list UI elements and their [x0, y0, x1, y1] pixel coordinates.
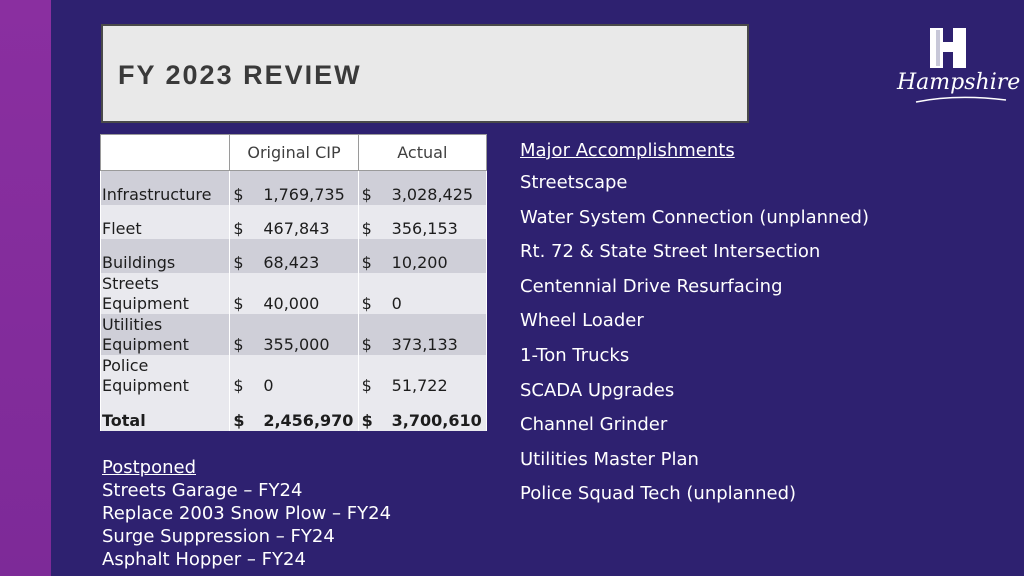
- row-label: Utilities Equipment: [101, 314, 230, 355]
- list-item: Centennial Drive Resurfacing: [520, 275, 783, 297]
- list-item: Utilities Master Plan: [520, 448, 699, 470]
- row-label: Streets Equipment: [101, 273, 230, 314]
- cip-table: [100, 134, 487, 431]
- original-cip-cell: $ 355,000: [230, 314, 358, 355]
- header-actual: Actual: [358, 135, 486, 171]
- header-original-cip: Original CIP: [230, 135, 358, 171]
- table-header-row: [101, 135, 487, 171]
- actual-cell: $ 356,153: [358, 205, 486, 239]
- logo-wordmark: Hampshire: [897, 70, 1021, 95]
- slide-title: FY 2023 REVIEW: [118, 60, 362, 90]
- total-actual: $ 3,700,610: [358, 396, 486, 431]
- table-row: [101, 355, 487, 396]
- list-item: 1-Ton Trucks: [520, 344, 630, 366]
- accomplishments-list: [520, 139, 869, 517]
- actual-cell: $ 373,133: [358, 314, 486, 355]
- list-item: Asphalt Hopper – FY24: [102, 549, 306, 570]
- total-original-cip: $ 2,456,970: [230, 396, 358, 431]
- postponed-list: [102, 456, 391, 571]
- original-cip-cell: $ 0: [230, 355, 358, 396]
- list-item: SCADA Upgrades: [520, 379, 675, 401]
- table-row: [101, 273, 487, 314]
- postponed-heading: Postponed: [102, 457, 197, 478]
- hampshire-logo-icon: [896, 24, 1021, 110]
- list-item: Police Squad Tech (unplanned): [520, 483, 797, 505]
- accomplishments-heading: Major Accomplishments: [520, 140, 735, 161]
- row-label: Fleet: [101, 205, 230, 239]
- title-box: [101, 24, 749, 123]
- table-row: [101, 171, 487, 206]
- original-cip-cell: $ 1,769,735: [230, 171, 358, 206]
- list-item: Streets Garage – FY24: [102, 480, 303, 501]
- actual-cell: $ 10,200: [358, 239, 486, 273]
- row-label: Buildings: [101, 239, 230, 273]
- actual-cell: $ 51,722: [358, 355, 486, 396]
- list-item: Replace 2003 Snow Plow – FY24: [102, 503, 392, 524]
- actual-cell: $ 0: [358, 273, 486, 314]
- header-blank: [101, 135, 230, 171]
- table-row: [101, 314, 487, 355]
- table-row: [101, 239, 487, 273]
- total-label: Total: [101, 396, 230, 431]
- list-item: Wheel Loader: [520, 310, 644, 332]
- actual-cell: $ 3,028,425: [358, 171, 486, 206]
- list-item: Streetscape: [520, 172, 628, 193]
- table-total-row: [101, 396, 487, 431]
- list-item: Water System Connection (unplanned): [520, 206, 869, 228]
- row-label: Infrastructure: [101, 171, 230, 206]
- table-row: [101, 205, 487, 239]
- left-accent-bar: [0, 0, 51, 576]
- list-item: Surge Suppression – FY24: [102, 526, 335, 547]
- original-cip-cell: $ 467,843: [230, 205, 358, 239]
- list-item: Channel Grinder: [520, 414, 668, 436]
- original-cip-cell: $ 40,000: [230, 273, 358, 314]
- original-cip-cell: $ 68,423: [230, 239, 358, 273]
- row-label: Police Equipment: [101, 355, 230, 396]
- list-item: Rt. 72 & State Street Intersection: [520, 241, 821, 263]
